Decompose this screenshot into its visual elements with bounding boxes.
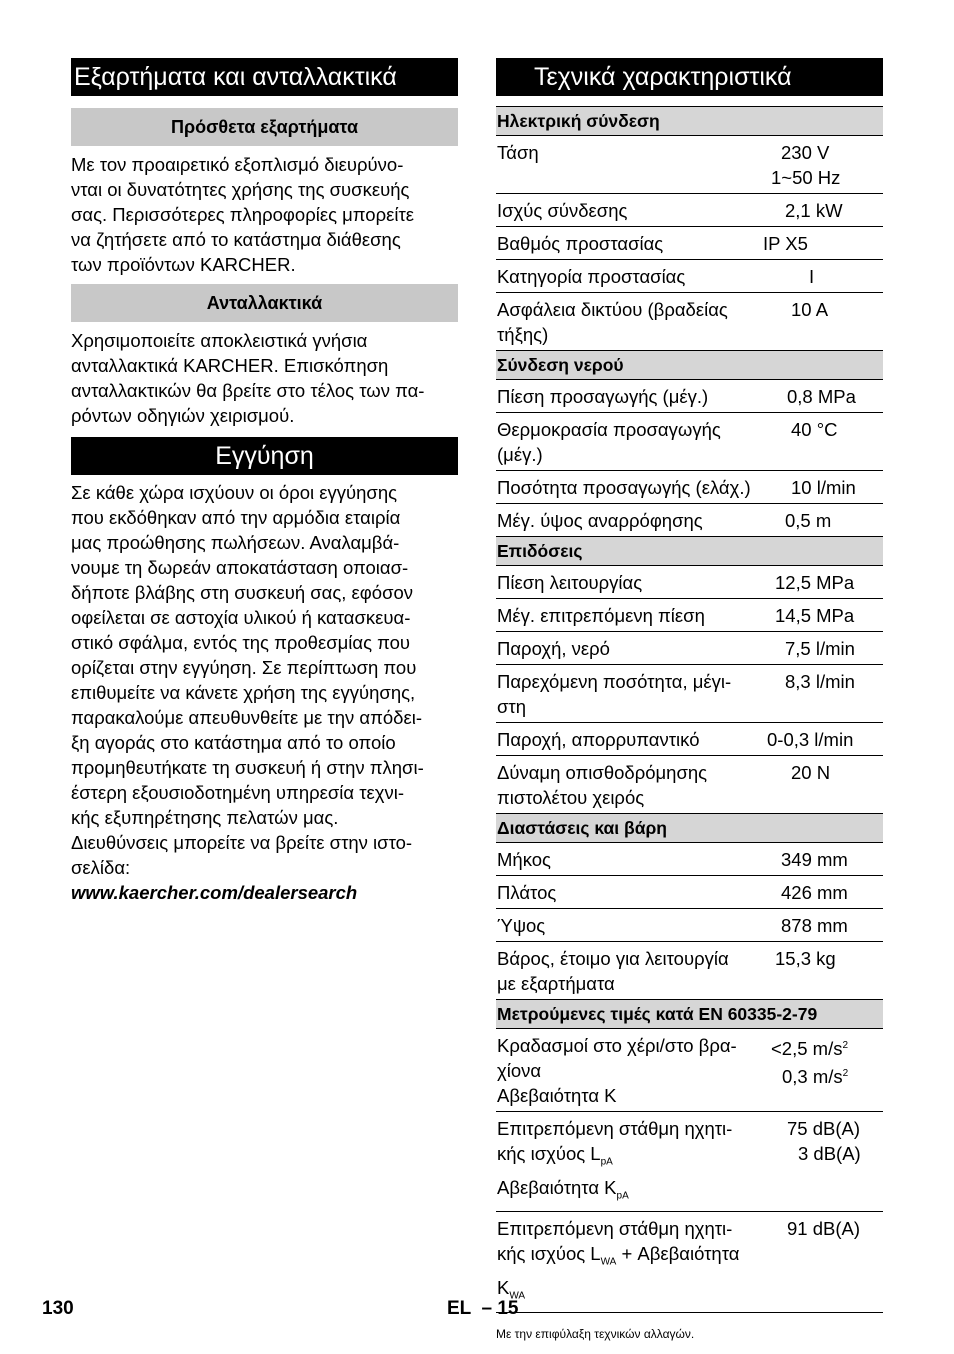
accessories-heading: Εξαρτήματα και ανταλλακτικά	[71, 58, 458, 96]
technical-data-heading: Τεχνικά χαρακτηριστικά	[496, 58, 883, 96]
table-row: Θερμοκρασία προσαγωγής (μέγ.) 40 °C	[496, 413, 883, 471]
spare-parts-text: Χρησιμοποιείτε αποκλειστικά γνήσια ανταλλακτικά KARCHER. Επισκόπηση ανταλλακτικών θα βρείτε στο τέλος των πα- ρόντων οδηγιών χειρισμού.	[71, 330, 425, 426]
table-row: Βάρος, έτοιμο για λειτουργία με εξαρτήματα 15,3 kg	[496, 942, 883, 1000]
warranty-heading: Εγγύηση	[71, 437, 458, 475]
table-row: Βαθμός προστασίας IP X5	[496, 227, 883, 260]
table-row: Ύψος 878 mm	[496, 909, 883, 942]
optional-accessories-heading: Πρόσθετα εξαρτήματα	[71, 108, 458, 146]
table-row: Ποσότητα προσαγωγής (ελάχ.) 10 l/min	[496, 471, 883, 504]
table-row: Επιτρεπόμενη στάθμη ηχητι- κής ισχύος $L_{pA}$ Αβεβαιότητα $K_{pA}$ 75 dB(A) 3 dB(A)	[496, 1112, 883, 1212]
page-number: 130	[42, 1298, 74, 1319]
table-row: Παροχή, απορρυπαντικό 0-0,3 l/min	[496, 723, 883, 756]
table-row: Παροχή, νερό 7,5 l/min	[496, 632, 883, 665]
section-dimensions: Διαστάσεις και βάρη	[496, 814, 883, 843]
spare-parts-heading: Ανταλλακτικά	[71, 284, 458, 322]
section-performance: Επιδόσεις	[496, 537, 883, 566]
table-row: Τάση 230 V 1~50 Hz	[496, 136, 883, 194]
right-column	[496, 58, 883, 1341]
optional-accessories-text: Με τον προαιρετικό εξοπλισμό διευρύνο- νται οι δυνατότητες χρήσης της συσκευής σας. Περισσότερες πληροφορίες μπορείτε να ζητήσετε από το κατάστημα διάθεσης των προϊόντων KARCHER.	[71, 154, 415, 275]
dealer-search-link[interactable]: www.kaercher.com/dealersearch	[71, 882, 358, 903]
table-row: Πίεση προσαγωγής (μέγ.) 0,8 MPa	[496, 380, 883, 413]
table-row: Μήκος 349 mm	[496, 843, 883, 876]
table-row: Μέγ. επιτρεπόμενη πίεση 14,5 MPa	[496, 599, 883, 632]
table-row: Ισχύς σύνδεσης 2,1 kW	[496, 194, 883, 227]
table-row: Μέγ. ύψος αναρρόφησης 0,5 m	[496, 504, 883, 537]
table-row: Κραδασμοί στο χέρι/στο βρα- χίονα Αβεβαιότητα K <2,5 $m/s^2$ 0,3 $m/s^2$	[496, 1029, 883, 1112]
language-page-label: EL – 15	[447, 1298, 519, 1319]
table-row: Πίεση λειτουργίας 12,5 MPa	[496, 566, 883, 599]
table-row: Επιτρεπόμενη στάθμη ηχητι- κής ισχύος $L_{WA} + A\beta\varepsilon\beta\alpha\iota ό\tau\eta\tau\alpha$ $K_{WA}$ 91 dB(A)	[496, 1212, 883, 1312]
table-row: Παρεχόμενη ποσότητα, μέγι- στη 8,3 l/min	[496, 665, 883, 723]
left-column	[71, 58, 458, 905]
warranty-text: Σε κάθε χώρα ισχύουν οι όροι εγγύησης που εκδόθηκαν από την αρμόδια εταιρία μας προώθησης πωλήσεων. Αναλαμβά- νουμε τη δωρεάν αποκατάσταση οποιασ- δήποτε βλάβης στη συσκευή σας, εφόσον οφείλεται σε αστοχία υλικού ή κατασκευα- στικό σφάλμα, εντός της προθεσμίας που ορίζεται στην εγγύηση. Σε περίπτωση που επιθυμείτε να κάνετε χρήση της εγγύησης, παρακαλούμε απευθυνθείτε με την απόδει- ξη αγοράς στο κατάστημα από το οποίο προμηθευτήκατε τη συσκευή ή στην πλησι- έστερη εξουσιοδοτημένη υπηρεσία τεχνι- κής εξυπηρέτησης πελατών μας. Διευθύνσεις μπορείτε να βρείτε στην ιστο- σελίδα: www.kaercher.com/dealersearch	[71, 480, 458, 905]
table-row: Κατηγορία προστασίας I	[496, 260, 883, 293]
table-row: Πλάτος 426 mm	[496, 876, 883, 909]
section-water: Σύνδεση νερού	[496, 351, 883, 380]
section-electrical: Ηλεκτρική σύνδεση	[496, 107, 883, 136]
section-measured-values: Μετρούμενες τιμές κατά EN 60335-2-79	[496, 1000, 883, 1029]
table-row: Ασφάλεια δικτύου (βραδείας τήξης) 10 A	[496, 293, 883, 351]
table-row: Δύναμη οπισθοδρόμησης πιστολέτου χειρός 20 N	[496, 756, 883, 814]
technical-changes-note: Με την επιφύλαξη τεχνικών αλλαγών.	[496, 1326, 695, 1341]
technical-data-table	[496, 107, 883, 1313]
